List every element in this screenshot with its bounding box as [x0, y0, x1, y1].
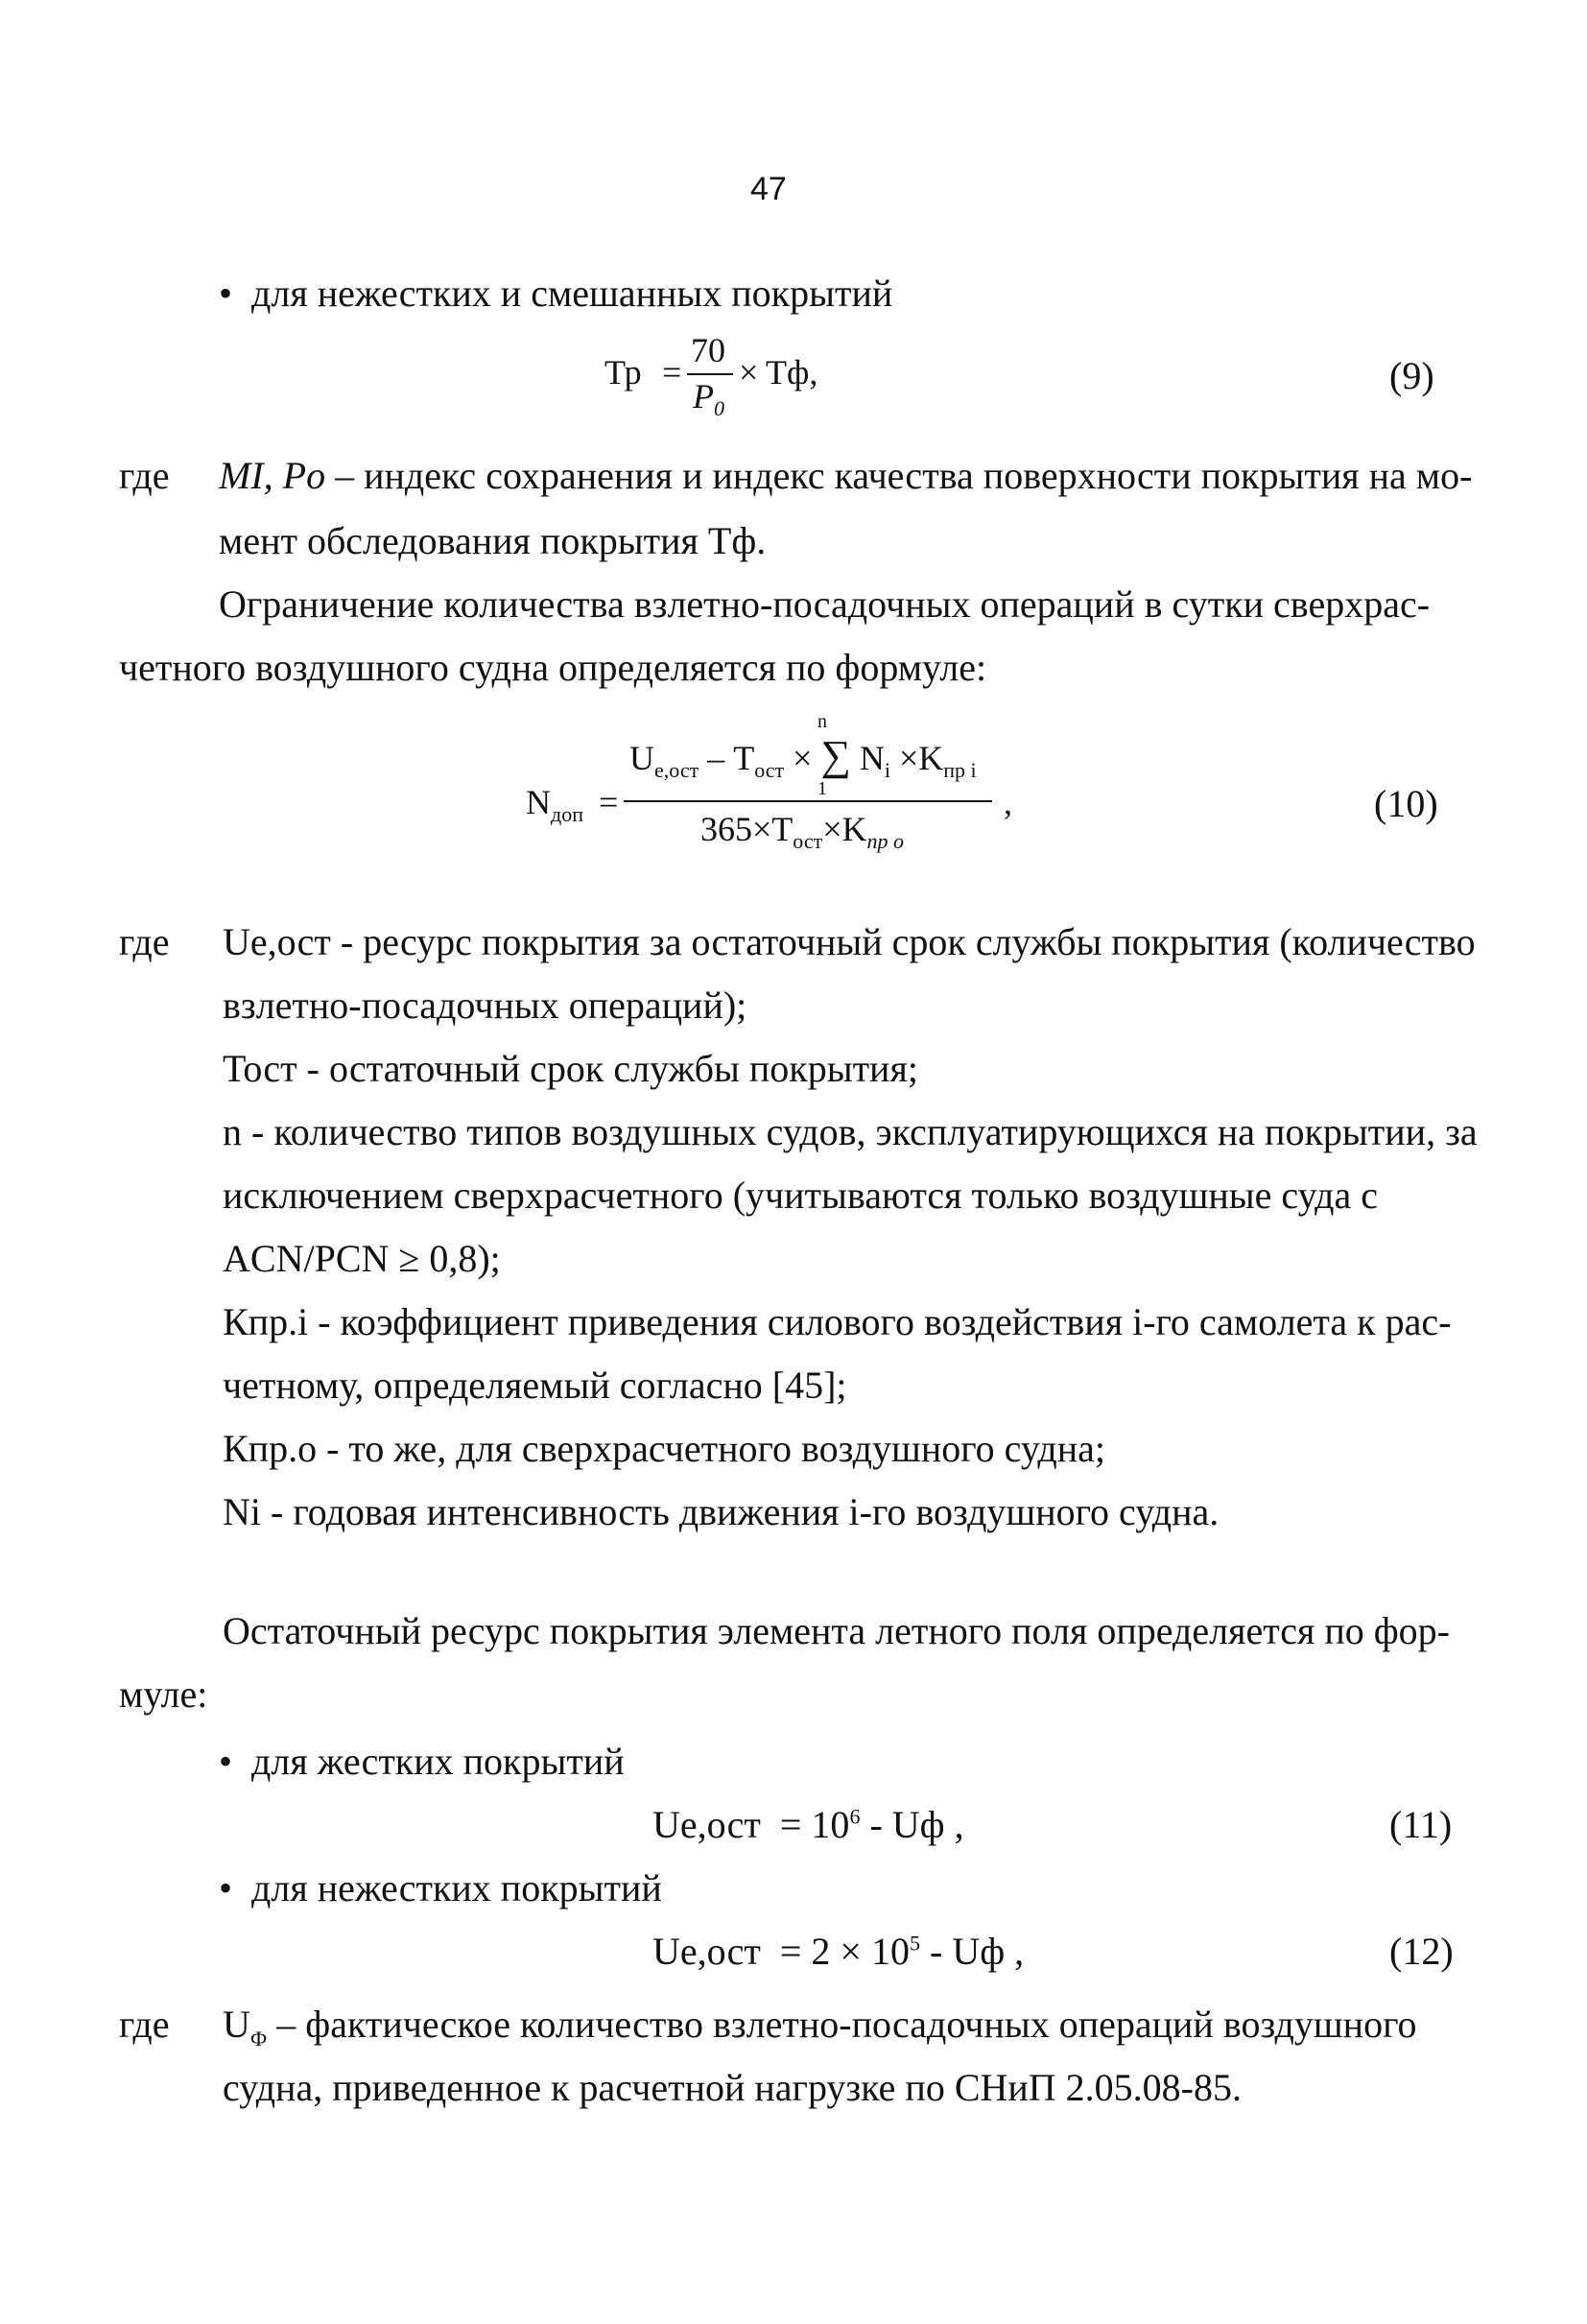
final-where-label: где [119, 2003, 170, 2046]
formula10-lhs: $N_{доп}$ [526, 783, 583, 827]
formula9-denominator: $P_0$ [693, 377, 724, 421]
paragraph-limit-line1: Ограничение количества взлетно-посадочных операций в сутки сверхрас- [219, 582, 1431, 626]
formula10-numerator: $U_{е,ост} - T_{ост}$ × ∑ $N_i \times K_{пр i}$ [629, 732, 977, 783]
formula9-numerator: 70 [691, 331, 725, 369]
formula11-label: (11) [1389, 1803, 1453, 1846]
formula10-eq: = [599, 783, 619, 821]
definition-line: ACN/PCN ≥ 0,8); [223, 1237, 501, 1280]
section-heading-rigid: для жестких покрытий [251, 1740, 625, 1783]
section-heading-nonrigid-mixed: для нежестких и смешанных покрытий [251, 272, 893, 315]
formula10-comma: , [1004, 783, 1012, 821]
formula9-rhs: Тф, [766, 353, 818, 391]
formula11: $Ue,ост = 10^6$ - Uф , [652, 1803, 964, 1846]
definition-line: Ue,ост - ресурс покрытия за остаточный срок службы покрытия (количество [223, 920, 1476, 963]
definition-line: четному, определяемый согласно [45]; [223, 1364, 847, 1407]
section-heading-nonrigid: для нежестких покрытий [251, 1866, 662, 1909]
sigma-upper-limit: n [817, 711, 827, 732]
formula12: $Ue,ост = 2 \times 10^5$ - Uф , [652, 1930, 1025, 1973]
bullet: • [219, 1740, 233, 1783]
bullet: • [219, 1866, 233, 1909]
fraction-bar [687, 373, 733, 375]
sigma-symbol: ∑ [820, 732, 851, 779]
where-label: где [119, 454, 170, 497]
definition-line: Кпр.о - то же, для сверхрасчетного воздушного судна; [223, 1427, 1105, 1470]
definition-line: взлетно-посадочных операций); [223, 984, 747, 1027]
fraction-bar [624, 800, 992, 802]
definition-line: исключением сверхрасчетного (учитываются только воздушные суда с [223, 1174, 1378, 1217]
paragraph-residual-line1: Остаточный ресурс покрытия элемента летного поля определяется по фор- [223, 1609, 1451, 1652]
formula9-eq: = [662, 353, 682, 391]
paragraph-limit-line2: четного воздушного судна определяется по формуле: [119, 646, 987, 689]
paragraph-residual-line2: муле: [119, 1672, 208, 1716]
sigma-lower-limit: 1 [817, 778, 827, 799]
bullet: • [219, 272, 233, 315]
final-where-line2: судна, приведенное к расчетной нагрузке по СНиП 2.05.08-85. [223, 2066, 1242, 2109]
definition-line: Тост - остаточный срок службы покрытия; [223, 1047, 918, 1090]
where-text-line1: MI, Po – индекс сохранения и индекс качества поверхности покрытия на мо- [219, 454, 1473, 497]
definition-line: Ni - годовая интенсивность движения i-го воздушного судна. [223, 1490, 1220, 1533]
formula9-times: × [739, 353, 759, 391]
formula9-label: (9) [1389, 354, 1434, 397]
definitions-label: где [119, 920, 170, 963]
final-where-line1: $U_Ф$ – фактическое количество взлетно-посадочных операций воздушного [223, 2003, 1417, 2051]
formula10-label: (10) [1374, 782, 1438, 825]
formula12-label: (12) [1389, 1930, 1454, 1973]
definition-line: Кпр.i - коэффициент приведения силового воздействия i-го самолета к рас- [223, 1300, 1452, 1343]
where-text-line2: мент обследования покрытия Тф. [219, 519, 767, 562]
definition-line: n - количество типов воздушных судов, эксплуатирующихся на покрытии, за [223, 1110, 1478, 1153]
page-number: 47 [750, 171, 787, 207]
formula9-lhs: Тр [604, 353, 642, 391]
formula10-denominator: $365\times T_{ост}\times K_{пр о}$ [700, 810, 905, 854]
